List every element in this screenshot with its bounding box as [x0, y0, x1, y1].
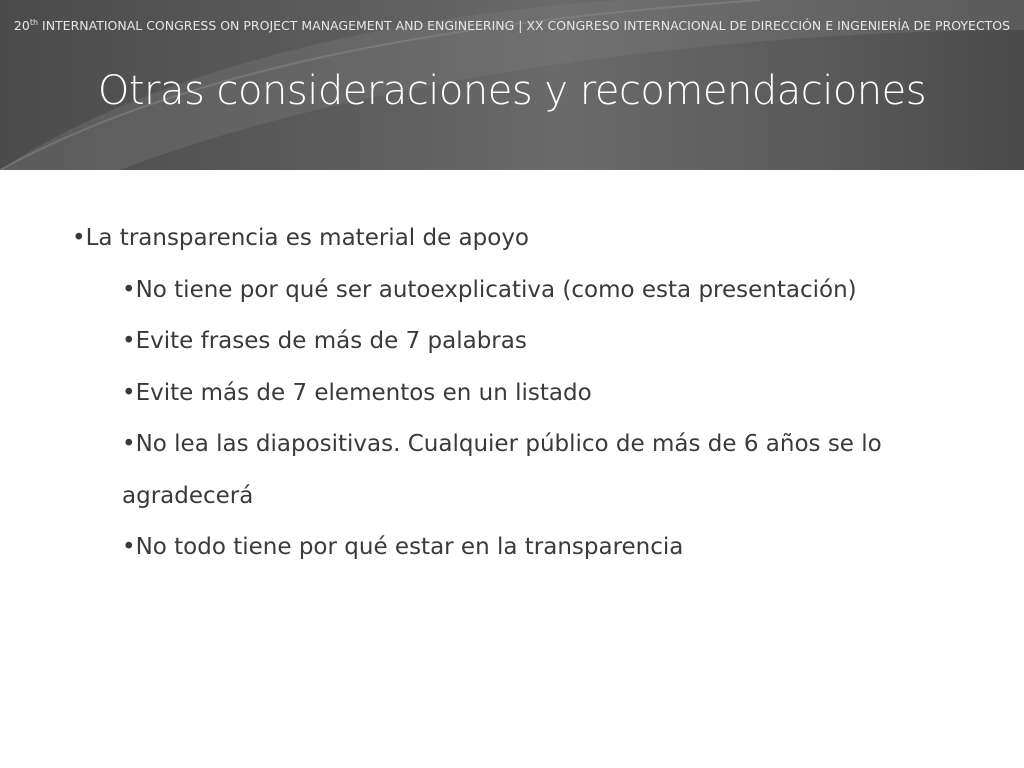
congress-text: INTERNATIONAL CONGRESS ON PROJECT MANAGEMENT AND ENGINEERING | XX CONGRESO INTERNACIONAL DE DIRECCIÓN E INGENIERÍA DE PROYECTOS	[38, 18, 1011, 33]
list-item	[72, 316, 952, 368]
list-item-text: No lea las diapositivas. Cualquier público de más de 6 años se lo agradecerá	[122, 431, 882, 509]
slide-title: Otras consideraciones y recomendaciones	[97, 68, 927, 114]
list-item	[72, 419, 952, 522]
bullet-icon: •	[122, 534, 136, 560]
list-item	[72, 522, 952, 574]
bullet-icon: •	[122, 379, 136, 406]
bullet-list	[72, 213, 952, 574]
bullet-icon: •	[122, 276, 136, 303]
list-item-text: Evite frases de más de 7 palabras	[135, 328, 527, 354]
congress-name	[0, 18, 1024, 33]
congress-ordinal: th	[29, 18, 39, 27]
congress-number: 20	[13, 18, 30, 33]
list-item-text: La transparencia es material de apoyo	[85, 225, 530, 251]
list-item-text: No tiene por qué ser autoexplicativa (como esta presentación)	[135, 276, 857, 303]
bullet-icon: •	[122, 328, 136, 354]
list-item	[72, 368, 952, 420]
slide-header	[0, 0, 1024, 170]
bullet-icon: •	[122, 431, 136, 457]
bullet-icon: •	[72, 225, 86, 251]
list-item	[72, 265, 952, 317]
list-item-text: Evite más de 7 elementos en un listado	[135, 379, 592, 406]
list-item	[72, 213, 952, 265]
list-item-text: No todo tiene por qué estar en la transparencia	[135, 534, 684, 560]
